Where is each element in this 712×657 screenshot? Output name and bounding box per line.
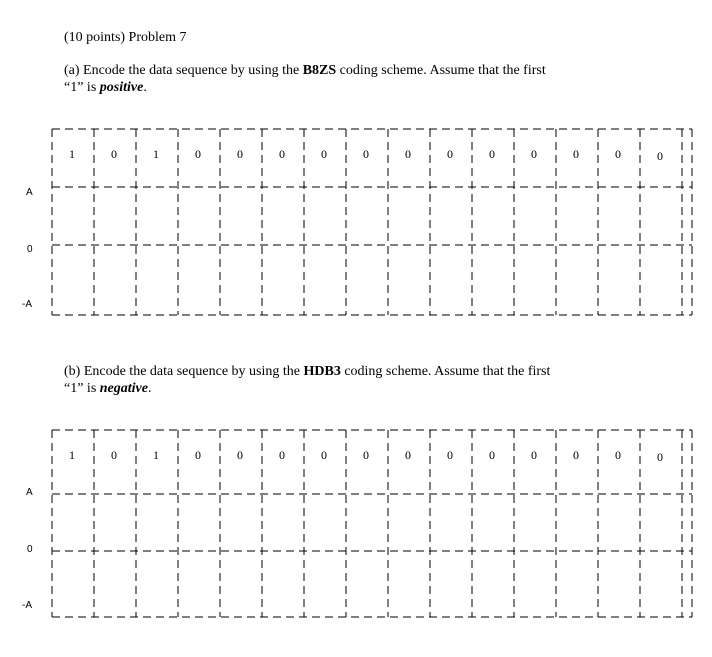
part-b-line1-pre: (b) Encode the data sequence by using the [64,364,304,379]
bit-cell: 0 [321,147,327,161]
part-a-scheme-name: B8ZS [302,63,337,78]
bit-cell: 0 [615,147,621,161]
problem-title: (10 points) Problem 7 [64,30,187,45]
part-b-line2-post: . [147,381,152,396]
bit-cell: 0 [447,448,453,462]
bit-cell: 1 [69,147,75,161]
part-a-level-neg-a-label: -A [22,299,32,310]
part-b-line2-pre: “1” is [64,381,100,396]
part-a-line1-pre: (a) Encode the data sequence by using the [64,63,303,78]
bit-cell: 0 [363,448,369,462]
bit-cell: 0 [195,448,201,462]
bit-cell: 0 [279,448,285,462]
part-a-line1-post: coding scheme. Assume that the first [336,63,546,78]
bit-cell: 0 [615,448,621,462]
bit-cell: 0 [489,147,495,161]
bit-cell: 0 [657,149,663,163]
part-b-level-neg-a-label: -A [22,600,32,611]
bit-cell: 0 [573,147,579,161]
part-a-line2-post: . [143,80,147,95]
bit-cell: 0 [573,448,579,462]
part-a-level-a-label: A [26,187,33,198]
part-b-scheme-name: HDB3 [303,364,341,379]
bit-cell: 0 [531,448,537,462]
bit-cell: 0 [195,147,201,161]
bit-cell: 0 [363,147,369,161]
bit-cell: 1 [69,448,75,462]
part-b-level-a-label: A [26,487,33,498]
bit-cell: 0 [321,448,327,462]
part-a-polarity: positive [99,80,144,95]
bit-cell: 0 [279,147,285,161]
part-a-line2-pre: “1” is [64,80,100,95]
bit-cell: 0 [237,448,243,462]
bit-cell: 1 [153,448,159,462]
bit-cell: 0 [111,448,117,462]
bit-cell: 0 [447,147,453,161]
bit-cell: 0 [531,147,537,161]
bit-cell: 0 [405,147,411,161]
part-b-level-zero-label: 0 [27,544,33,555]
bit-cell: 0 [657,450,663,464]
bit-cell: 0 [405,448,411,462]
bit-cell: 0 [111,147,117,161]
bit-cell: 0 [489,448,495,462]
part-b-polarity: negative [99,381,148,396]
part-b-line1-post: coding scheme. Assume that the first [340,364,551,379]
bit-cell: 0 [237,147,243,161]
part-a-level-zero-label: 0 [27,244,33,255]
bit-cell: 1 [153,147,159,161]
